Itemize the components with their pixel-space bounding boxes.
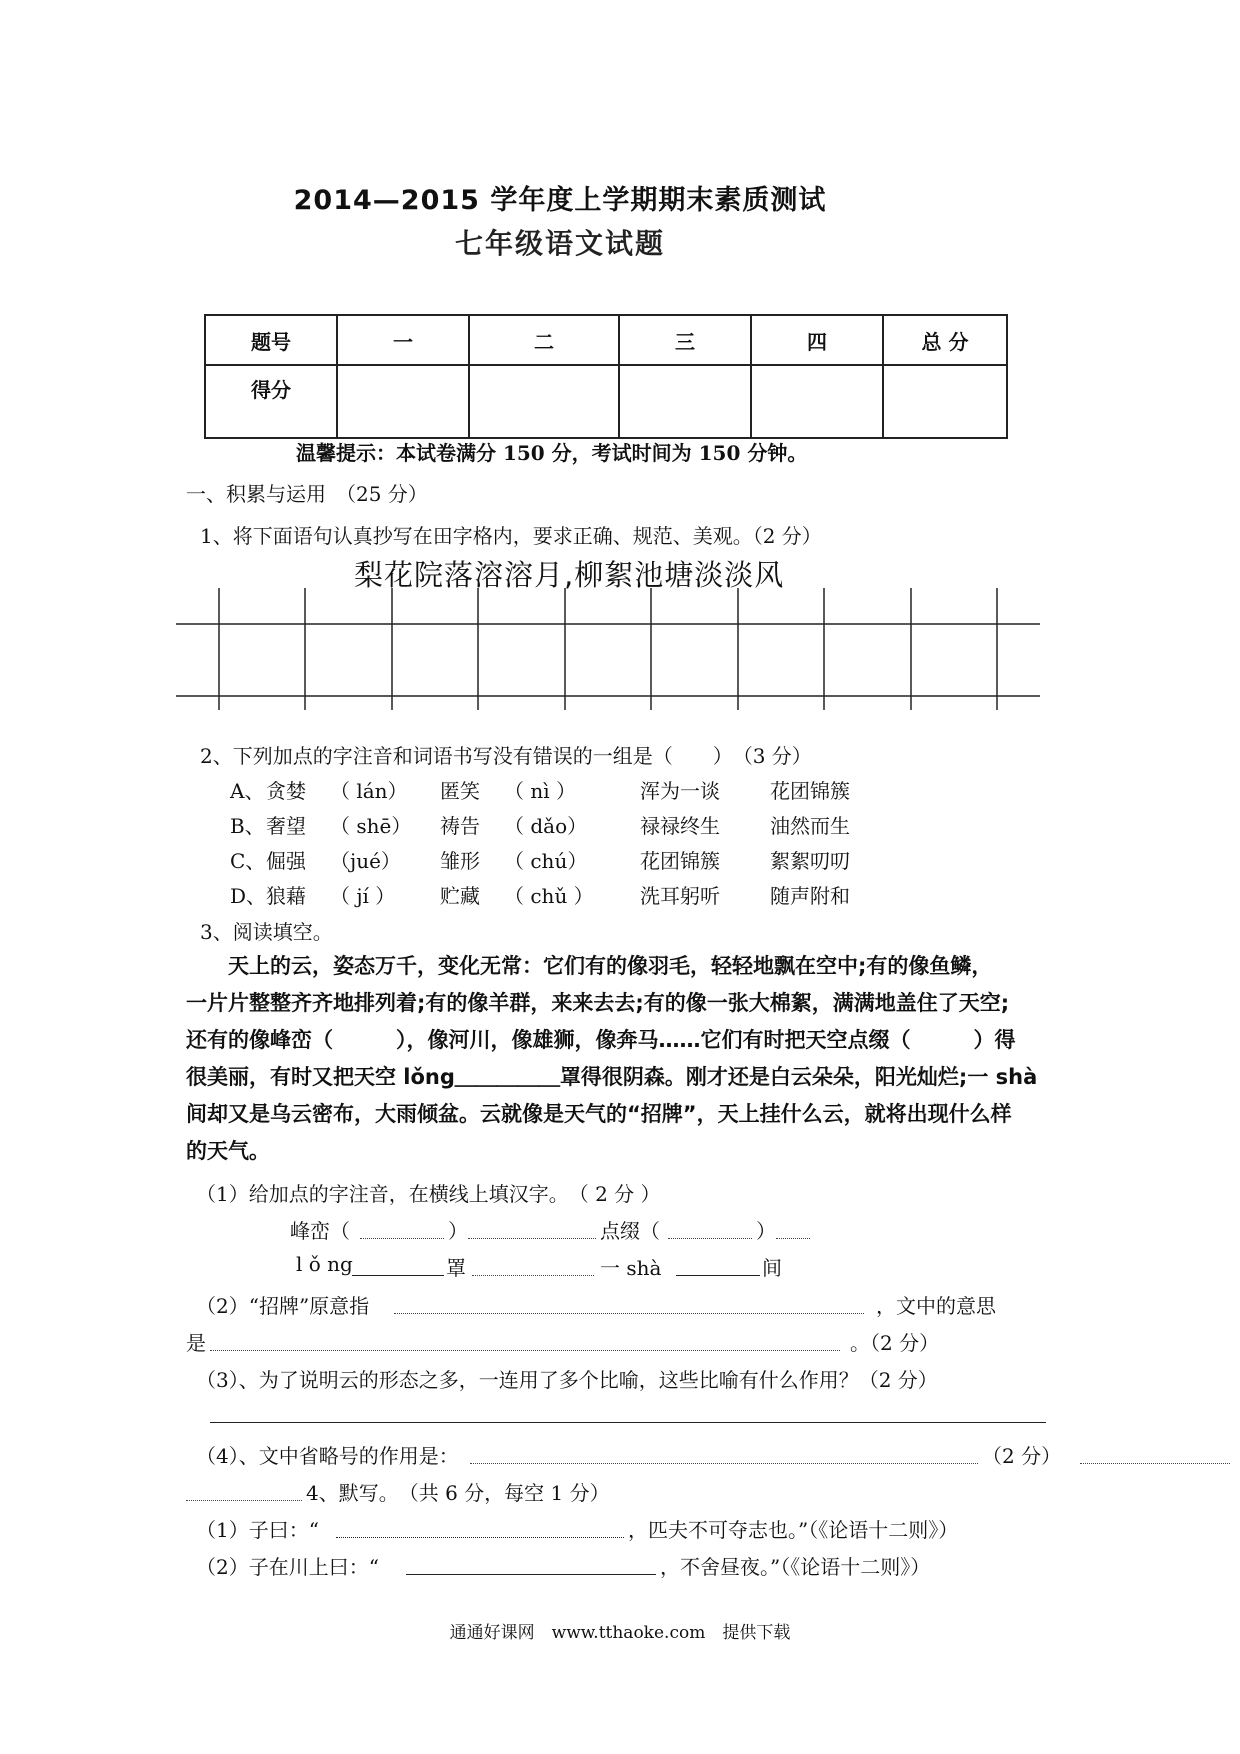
q4-line1-label: （1）子曰：“ [196, 1518, 319, 1542]
sub4-points: （2 分） [982, 1444, 1062, 1468]
passage-line: 还有的像峰峦（ ），像河川，像雄狮，像奔马……它们有时把天空点缀（ ）得 [186, 1028, 1016, 1052]
option-pinyin: （ nì ） [504, 779, 576, 803]
option-pinyin: （jué） [330, 849, 401, 873]
option-idiom: 花团锦簇 [640, 849, 720, 873]
passage-line: 的天气。 [186, 1139, 270, 1163]
option-label: D、 [230, 884, 267, 908]
sub4-blank[interactable] [470, 1445, 978, 1464]
score-header-cell: 四 [751, 315, 883, 365]
q4-line2-label: （2）子在川上曰：“ [196, 1555, 379, 1579]
passage-line: 一片片整整齐齐地排列着;有的像羊群，来来去去;有的像一张大棉絮，满满地盖住了天空; [186, 991, 1010, 1015]
score-header-cell: 一 [337, 315, 469, 365]
copy-poem: 梨花院落溶溶月,柳絮池塘淡淡风 [354, 558, 785, 592]
score-cell[interactable] [619, 365, 751, 438]
sub-question-1: （1）给加点的字注音，在横线上填汉字。 （ 2 分 ） [196, 1182, 661, 1206]
sub1-b-close: ） [756, 1219, 776, 1243]
passage-line: 很美丽，有时又把天空 lǒng＿＿＿＿＿罩得很阴森。刚才还是白云朵朵，阳光灿烂;一 shà [186, 1065, 1038, 1089]
option-idiom: 禄禄终生 [640, 814, 720, 838]
score-header-cell: 三 [619, 315, 751, 365]
option-label: B、 [230, 814, 265, 838]
option-pinyin: （ lán） [330, 779, 408, 803]
score-header-cell: 总 分 [883, 315, 1007, 365]
option-idiom: 浑为一谈 [640, 779, 720, 803]
sub2-blank-2[interactable] [210, 1332, 840, 1351]
sub-question-3: （3）、为了说明云的形态之多，一连用了多个比喻，这些比喻有什么作用？（2 分） [196, 1368, 938, 1392]
score-cell[interactable] [883, 365, 1007, 438]
exam-tip: 温馨提示：本试卷满分 150 分，考试时间为 150 分钟。 [296, 441, 808, 465]
option-label: A、 [230, 779, 265, 803]
answer-line[interactable] [210, 1422, 1046, 1423]
option-word: 奢望 [266, 814, 306, 838]
sub1-a-close: ） [448, 1219, 468, 1243]
question-1: 1、将下面语句认真抄写在田字格内，要求正确、规范、美观。（2 分） [200, 524, 822, 548]
reading-passage [186, 948, 1050, 1170]
sub1-filler [468, 1220, 596, 1239]
score-header-cell: 二 [469, 315, 619, 365]
option-word: 雏形 [440, 849, 480, 873]
option-pinyin: （ jí ） [330, 884, 396, 908]
score-header-cell: 题号 [205, 315, 337, 365]
passage-line: 天上的云，姿态万千，变化无常：它们有的像羽毛，轻轻地飘在空中;有的像鱼鳞， [186, 954, 993, 978]
score-cell[interactable] [337, 365, 469, 438]
sub2-is: 是 [186, 1331, 206, 1355]
option-word: 贪婪 [266, 779, 306, 803]
question-4-heading: 4、默写。 （共 6 分，每空 1 分） [306, 1481, 610, 1505]
option-idiom: 油然而生 [770, 814, 850, 838]
option-word: 狼藉 [266, 884, 306, 908]
score-cell[interactable] [751, 365, 883, 438]
score-row-label: 得分 [205, 365, 337, 438]
sub2-points: 。（2 分） [850, 1331, 940, 1355]
option-pinyin: （ shē） [330, 814, 412, 838]
option-word: 贮藏 [440, 884, 480, 908]
sub1-c-pinyin: l ǒ ng [296, 1252, 353, 1276]
sub1-c-blank[interactable] [352, 1257, 444, 1276]
sub2-label: （2）“招牌”原意指 [196, 1294, 370, 1318]
q4-line1-tail: ，匹夫不可夺志也。”（《论语十二则》） [628, 1518, 959, 1542]
sub1-c-word: 罩 [446, 1256, 466, 1280]
sub1-b-label: 点缀（ [600, 1219, 660, 1243]
option-label: C、 [230, 849, 266, 873]
sub1-d-pinyin: 一 shà [600, 1256, 662, 1280]
option-word: 祷告 [440, 814, 480, 838]
page-footer: 通通好课网 www.tthaoke.com 提供下载 [449, 1623, 791, 1643]
section-heading: 一、积累与运用 （25 分） [186, 482, 428, 506]
sub1-d-blank[interactable] [676, 1257, 760, 1276]
option-idiom: 絮絮叨叨 [770, 849, 850, 873]
q4-line2-blank[interactable] [406, 1556, 656, 1575]
sub2-mid: ，文中的意思 [876, 1294, 996, 1318]
option-pinyin: （ chú） [504, 849, 588, 873]
score-table [204, 314, 1008, 439]
sub1-d-word: 间 [762, 1256, 782, 1280]
option-idiom: 随声附和 [770, 884, 850, 908]
exam-subtitle: 七年级语文试题 [454, 227, 665, 260]
question-3-heading: 3、阅读填空。 [200, 920, 333, 944]
passage-line: 间却又是乌云密布，大雨倾盆。云就像是天气的“招牌”，天上挂什么云，就将出现什么样 [186, 1102, 1012, 1126]
sub2-blank-1[interactable] [394, 1295, 864, 1314]
exam-title: 2014—2015 学年度上学期期末素质测试 [293, 185, 827, 216]
tianzige-grid[interactable] [176, 588, 1040, 710]
sub4-label: （4）、文中省略号的作用是： [196, 1444, 459, 1468]
q4-filler [186, 1482, 302, 1501]
sub1-b-blank[interactable] [668, 1220, 752, 1239]
question-2: 2、下列加点的字注音和词语书写没有错误的一组是（ ） （3 分） [200, 744, 812, 768]
sub1-filler [776, 1220, 810, 1239]
option-idiom: 洗耳躬听 [640, 884, 720, 908]
sub1-filler [472, 1257, 594, 1276]
option-pinyin: （ chǔ ） [504, 884, 594, 908]
sub1-a-label: 峰峦（ [290, 1219, 350, 1243]
score-cell[interactable] [469, 365, 619, 438]
q4-line2-tail: ，不舍昼夜。”（《论语十二则》） [660, 1555, 931, 1579]
sub1-a-blank[interactable] [360, 1220, 444, 1239]
sub4-filler [1080, 1445, 1230, 1464]
option-pinyin: （ dǎo） [504, 814, 588, 838]
option-word: 匿笑 [440, 779, 480, 803]
q4-line1-blank[interactable] [336, 1519, 624, 1538]
option-word: 倔强 [266, 849, 306, 873]
option-idiom: 花团锦簇 [770, 779, 850, 803]
